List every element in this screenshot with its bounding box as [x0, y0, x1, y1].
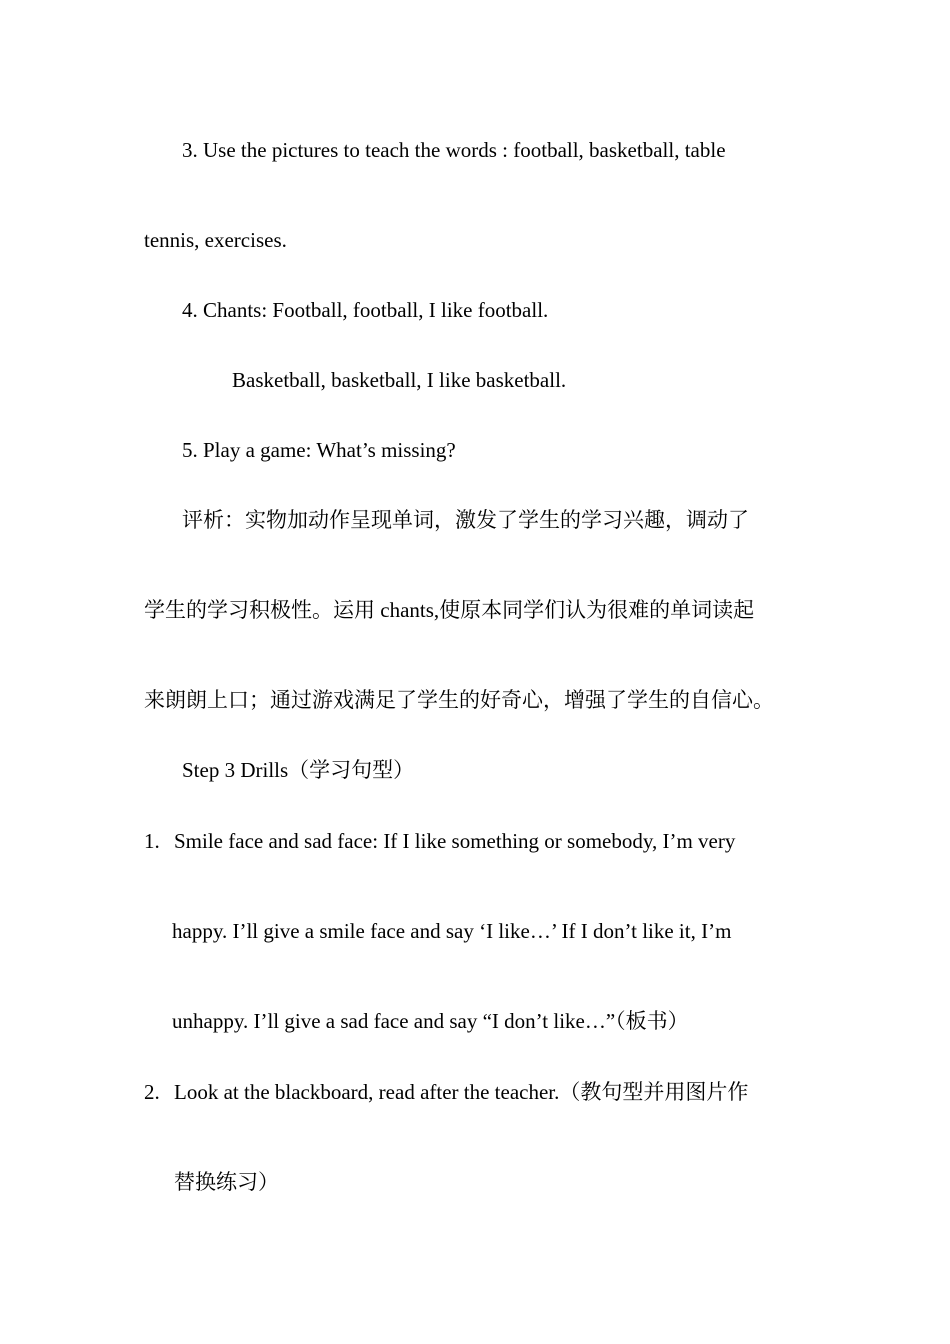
paragraph-chants-line-1: 4. Chants: Football, football, I like football.: [182, 298, 549, 322]
paragraph-analysis-line-1: 评析：实物加动作呈现单词，激发了学生的学习兴趣，调动了: [182, 508, 749, 532]
paragraph-analysis-line-3: 来朗朗上口；通过游戏满足了学生的好奇心，增强了学生的自信心。: [144, 688, 774, 712]
list-item-1-line-1: Smile face and sad face: If I like something or somebody, I’m very: [174, 829, 736, 853]
paragraph-step-3-line-1: 3. Use the pictures to teach the words : football, basketball, table: [182, 138, 726, 162]
paragraph-step-3-line-2: tennis, exercises.: [144, 228, 287, 252]
list-item-1-line-2: happy. I’ll give a smile face and say ‘I like…’ If I don’t like it, I’m: [172, 919, 732, 943]
paragraph-game: 5. Play a game: What’s missing?: [182, 438, 456, 462]
paragraph-analysis-line-2: 学生的学习积极性。运用 chants,使原本同学们认为很难的单词读起: [144, 598, 755, 622]
list-number-1: 1.: [144, 829, 160, 853]
list-number-2: 2.: [144, 1080, 160, 1104]
list-item-2-line-1: Look at the blackboard, read after the teacher.（教句型并用图片作: [174, 1080, 749, 1104]
list-item-2-line-2: 替换练习）: [174, 1170, 279, 1194]
list-item-1-line-3: unhappy. I’ll give a sad face and say “I don’t like…”（板书）: [172, 1009, 689, 1033]
paragraph-chants-line-2: Basketball, basketball, I like basketball.: [232, 368, 567, 392]
heading-step-3-drills: Step 3 Drills（学习句型）: [182, 758, 415, 782]
